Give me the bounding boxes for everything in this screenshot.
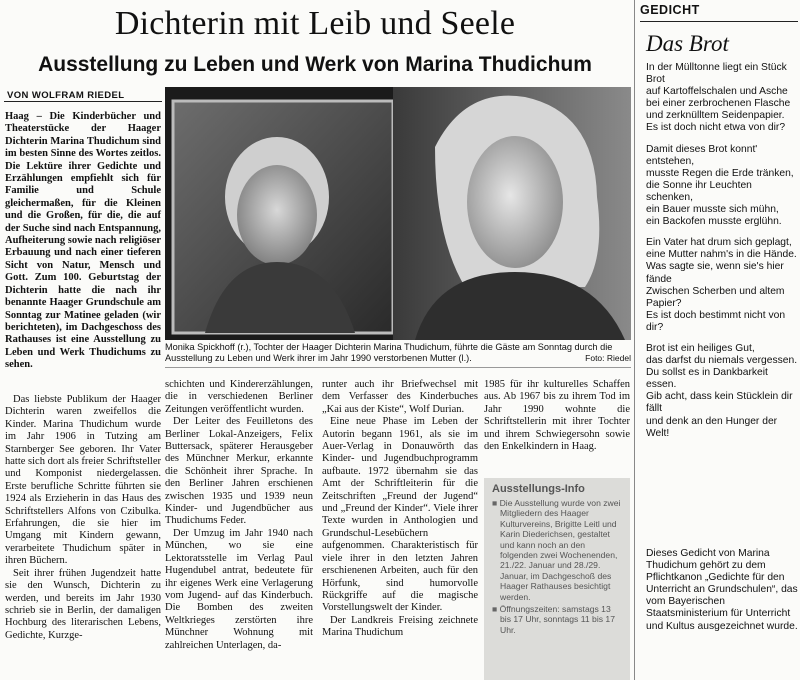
poem-line: bei einer zerbrochenen Flasche <box>646 98 791 110</box>
body-column-3 <box>322 379 478 640</box>
poem-line: Brot ist ein heiliges Gut, <box>646 342 755 354</box>
poem-line: Damit dieses Brot konnt' entstehen, <box>646 143 758 167</box>
info-box-body <box>484 498 630 635</box>
portrait-photo-image <box>165 87 631 340</box>
subheadline: Ausstellung zu Leben und Werk von Marina Thudichum <box>38 53 592 76</box>
poem-line: Es ist doch bestimmt nicht von dir? <box>646 309 786 333</box>
headline: Dichterin mit Leib und Seele <box>114 5 516 42</box>
poem-line: In der Mülltonne liegt ein Stück Brot <box>646 62 787 86</box>
bullet-icon: ■ <box>492 604 500 615</box>
paragraph: Der Landkreis Freising zeichnete Marina Thudichum <box>322 614 478 639</box>
poem-line: ein Backofen musste erglühn. <box>646 216 782 228</box>
poem-line: Zwischen Scherben und altem Papier? <box>646 285 785 309</box>
photo-caption <box>165 342 631 364</box>
paragraph: schichten und Kindererzählungen, die in verschiedenen Berliner Zeitungen veröffentlicht wurden. <box>165 379 313 415</box>
paragraph: Der Umzug im Jahr 1940 nach München, wo sie eine Lektoratsstelle im Verlag Paul Hugendubel antrat, bedeutete für ihr eigenes Werk eine Verlagerung vom Jugend- auf das Kinderbuch. Die Bomben des zweiten Weltkrieges zerstörten ihre Münchner Wohnung mit zahlreichen Unterlagen, da- <box>165 527 313 651</box>
paragraph: runter auch ihr Briefwechsel mit dem Verfasser des Kinderbuches „Kai aus der Kiste“, Wolf Durian. <box>322 379 478 415</box>
bullet-icon: ■ <box>492 498 500 508</box>
poem-stanza <box>646 237 798 334</box>
article-photo <box>165 87 631 340</box>
paragraph: Seit ihrer frühen Jugendzeit hatte sie den Wunsch, Dichterin zu werden, und bereits im Jahr 1930 schrieb sie in Berlin, der damaligen Hochburg des literarischen Lebens, Gedichte, Kurzge- <box>5 567 161 641</box>
poem-line: auf Kartoffelschalen und Asche <box>646 86 788 98</box>
body-column-2 <box>165 379 313 652</box>
poem-line: und zerknülltem Seidenpapier. <box>646 110 785 122</box>
poem-line: Ein Vater hat drum sich geplagt, <box>646 237 792 249</box>
body-column-1 <box>5 394 161 642</box>
poem-line: ein Bauer musste sich mühn, <box>646 204 779 216</box>
body-column-4 <box>484 379 630 453</box>
info-box-title: Ausstellungs-Info <box>492 483 585 495</box>
poem-line: Es ist doch nicht etwa von dir? <box>646 122 786 134</box>
exhibition-info-box <box>484 478 630 680</box>
paragraph: Eine neue Phase im Leben der Autorin begann 1961, als sie im Auer-Verlag in Donauwörth das Kinder- und Jugendbuchprogramm aufbaute. 1972 übernahm sie das Amt der Schriftleiterin für die Zeitschriften „Freund der Jugend“ und „Freund der Kinder“. Viele ihrer Texte wurden in Anthologien und Grundschul-Lesebüchern aufgenommen. Charakteristisch für viele ihrer in den letzten Jahren erschienenen Arbeiten, auch für den Hörfunk, sind humorvolle Rückgriffe auf die magische Vorstellungswelt der Kinder. <box>322 416 478 614</box>
paragraph: Der Leiter des Feuilletons des Berliner Lokal-Anzeigers, Felix Buttersack, späterer Herausgeber des Münchner Merkur, erkannte die Schönheit ihrer Sprache. In den Berliner Jahren erschienen zwischen 1935 und 1939 neun Kinder- und Jugendbücher aus Thudichums Feder. <box>165 416 313 527</box>
info-item <box>492 498 624 602</box>
paragraph: 1985 für ihr kulturelles Schaffen aus. Ab 1967 bis zu ihrem Tod im Jahr 1990 wohnte die Schriftstellerin mit ihrer Tochter und ihrem Schwiegersohn sowie den Enkelkindern in Haag. <box>484 379 630 453</box>
poem-note: Dieses Gedicht von Marina Thudichum gehört zu dem Pflichtkanon „Gedichte für den Unterricht an Grundschulen“, das vom Bayerischen Staatsministerium für Unterricht und Kultus ausgezeichnet wurde. <box>646 548 798 632</box>
poem-title: Das Brot <box>646 31 729 56</box>
lead-paragraph: Haag – Die Kinderbücher und Theaterstücke der Haager Dichterin Marina Thudichum sind im besten Sinne des Wortes zeitlos. Die Lektüre ihrer Gedichte und Erzählungen empfiehlt sich für Familie und Schule gleichermaßen, für die Kleinen und die Großen, für die, die auf der Suche sind nach Entspannung, Aufheiterung sowie nach religiöser Erbauung und nach einer tieferen Sicht von Natur, Mensch und Gott. Zum 100. Geburtstag der Dichterin hatte die nach ihr benannte Haager Grundschule am Sonntag zur Matinee geladen (wir berichteten), im Dachgeschoss des Rathauses ist eine Ausstellung zu Leben und Werk Thudichums zu sehen. <box>5 111 161 371</box>
poem-line: Gib acht, dass kein Stücklein dir fällt <box>646 391 793 415</box>
photo-credit: Foto: Riedel <box>585 353 631 363</box>
poem <box>646 62 798 449</box>
poem-line: Was sagte sie, wenn sie's hier fände <box>646 261 784 285</box>
poem-stanza <box>646 144 798 229</box>
poem-line: musste Regen die Erde tränken, <box>646 167 794 179</box>
section-rule <box>640 21 798 22</box>
poem-line: Du sollst es in Dankbarkeit essen. <box>646 367 768 391</box>
poem-line: die Sonne ihr Leuchten schenken, <box>646 179 752 203</box>
byline-rule <box>4 101 162 102</box>
info-item <box>492 604 624 635</box>
paragraph: Das liebste Publikum der Haager Dichterin waren zweifellos die Kinder. Marina Thudichum wurde im Jahr 1906 in Tutzing am Starnberger See geboren. Ihr Vater hatte sich dort als freier Schriftsteller und Komponist niedergelassen. Erste berufliche Schritte führten sie 1924 als Erzieherin in das Haus des Schriftstellers Alfons von Czibulka. Erfahrungen, die sie hier im Umgang mit Kindern gewann, verarbeitete Thudichum später in ihren Büchern. <box>5 394 161 567</box>
column-divider <box>634 0 635 680</box>
caption-text: Monika Spickhoff (r.), Tochter der Haager Dichterin Marina Thudichum, führte die Gäste am Sonntag durch die Ausstellung zu Leben und Werk ihrer im Jahr 1990 verstorbenen Mutter (l.). <box>165 342 613 363</box>
caption-rule <box>165 367 631 368</box>
poem-stanza <box>646 343 798 440</box>
info-item-text: Öffnungszeiten: samstags 13 bis 17 Uhr, sonntags 11 bis 17 Uhr. <box>499 604 615 635</box>
info-item-text: Die Ausstellung wurde von zwei Mitgliedern des Haager Kulturvereins, Brigitte Leitl und Karin Diederichsen, gestaltet und kann noch an den folgenden zwei Wochenenden, 21./22. Januar und 28./29. Januar, im Dachgeschoß des Haager Rathauses besichtigt werden. <box>499 498 621 602</box>
byline: VON WOLFRAM RIEDEL <box>7 90 125 101</box>
poem-line: das darfst du niemals vergessen. <box>646 355 798 367</box>
poem-line: und denk an den Hunger der Welt! <box>646 415 778 439</box>
section-label: GEDICHT <box>640 3 700 17</box>
poem-stanza <box>646 62 798 135</box>
poem-line: eine Mutter nahm's in die Hände. <box>646 249 797 261</box>
